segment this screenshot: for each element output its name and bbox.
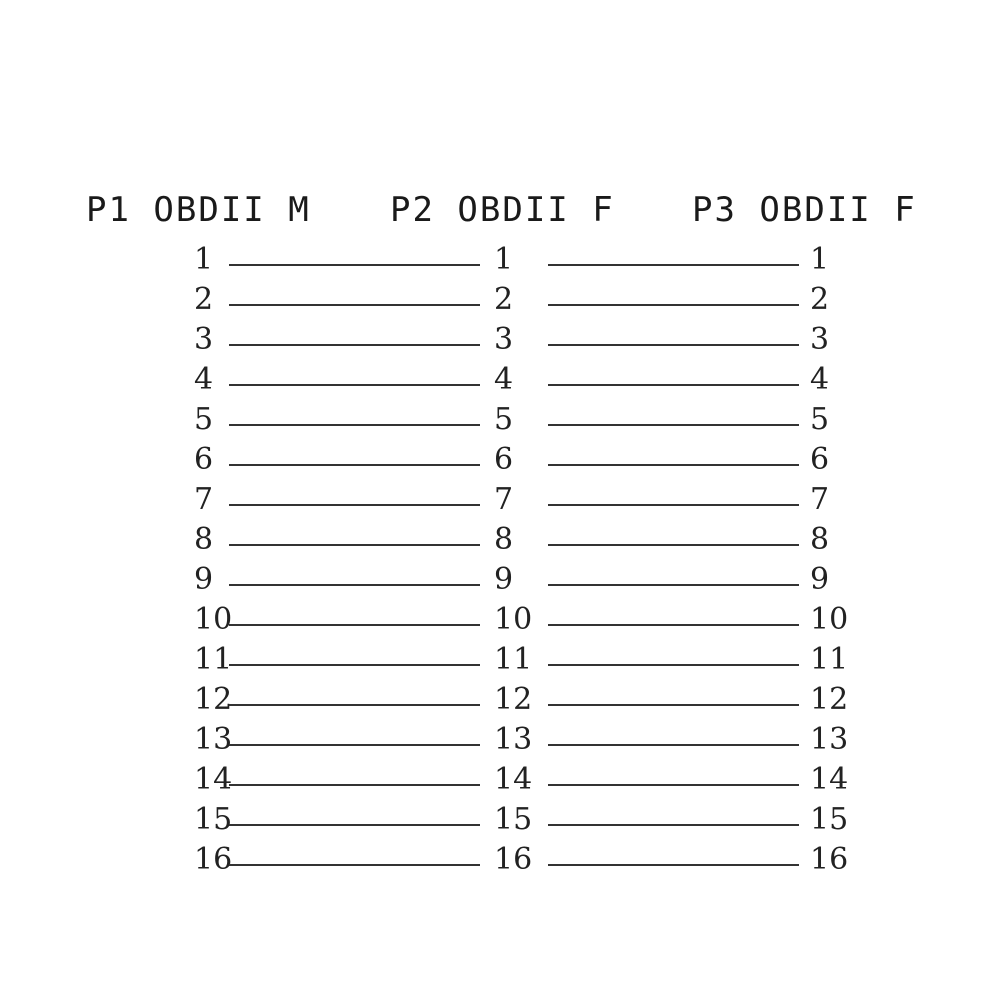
wire-p1-p2 [229, 304, 480, 306]
p3-pin-label: 14 [810, 762, 849, 797]
pin-row [0, 600, 1000, 640]
wire-p1-p2 [229, 424, 480, 426]
pin-row [0, 760, 1000, 800]
wire-p2-p3 [548, 824, 799, 826]
wire-p1-p2 [229, 584, 480, 586]
p2-pin-label: 10 [494, 602, 533, 637]
p3-pin-label: 6 [810, 442, 830, 477]
p2-pin-label: 12 [494, 682, 533, 717]
p1-pin-label: 1 [194, 242, 214, 277]
wire-p1-p2 [229, 784, 480, 786]
p3-pin-label: 15 [810, 802, 849, 837]
p1-pin-label: 6 [194, 442, 214, 477]
connector-p2-header: P2 OBDII F [390, 190, 615, 230]
p2-pin-label: 15 [494, 802, 533, 837]
connector-p1-header: P1 OBDII M [86, 190, 311, 230]
p2-pin-label: 13 [494, 722, 533, 757]
p3-pin-label: 7 [810, 482, 830, 517]
pin-row [0, 720, 1000, 760]
pin-row [0, 240, 1000, 280]
pin-row [0, 280, 1000, 320]
p1-pin-label: 15 [194, 802, 233, 837]
pin-row [0, 840, 1000, 880]
wire-p2-p3 [548, 344, 799, 346]
p1-pin-label: 4 [194, 362, 214, 397]
p2-pin-label: 5 [494, 402, 514, 437]
wire-p1-p2 [229, 624, 480, 626]
wire-p2-p3 [548, 424, 799, 426]
pin-row [0, 520, 1000, 560]
wire-p1-p2 [229, 384, 480, 386]
pin-row [0, 800, 1000, 840]
p1-pin-label: 11 [194, 642, 233, 677]
p1-pin-label: 10 [194, 602, 233, 637]
wire-p2-p3 [548, 624, 799, 626]
p1-pin-label: 2 [194, 282, 214, 317]
wire-p2-p3 [548, 264, 799, 266]
p2-pin-label: 9 [494, 562, 514, 597]
p1-pin-label: 9 [194, 562, 214, 597]
wire-p1-p2 [229, 664, 480, 666]
p1-pin-label: 8 [194, 522, 214, 557]
wire-p2-p3 [548, 304, 799, 306]
p2-pin-label: 3 [494, 322, 514, 357]
wire-p1-p2 [229, 344, 480, 346]
p2-pin-label: 14 [494, 762, 533, 797]
p1-pin-label: 7 [194, 482, 214, 517]
p1-pin-label: 16 [194, 842, 233, 877]
p3-pin-label: 12 [810, 682, 849, 717]
p1-pin-label: 14 [194, 762, 233, 797]
p3-pin-label: 1 [810, 242, 830, 277]
wire-p2-p3 [548, 784, 799, 786]
p1-pin-label: 13 [194, 722, 233, 757]
wire-p1-p2 [229, 864, 480, 866]
p3-pin-label: 8 [810, 522, 830, 557]
p1-pin-label: 12 [194, 682, 233, 717]
pin-row [0, 360, 1000, 400]
wire-p2-p3 [548, 464, 799, 466]
wire-p2-p3 [548, 744, 799, 746]
pin-row [0, 400, 1000, 440]
p3-pin-label: 3 [810, 322, 830, 357]
wire-p2-p3 [548, 704, 799, 706]
connector-p3-header: P3 OBDII F [692, 190, 917, 230]
wire-p2-p3 [548, 384, 799, 386]
wire-p1-p2 [229, 504, 480, 506]
p3-pin-label: 13 [810, 722, 849, 757]
p3-pin-label: 9 [810, 562, 830, 597]
p2-pin-label: 6 [494, 442, 514, 477]
p3-pin-label: 4 [810, 362, 830, 397]
wire-p2-p3 [548, 544, 799, 546]
wire-p1-p2 [229, 744, 480, 746]
p3-pin-label: 16 [810, 842, 849, 877]
pin-row [0, 480, 1000, 520]
wire-p2-p3 [548, 584, 799, 586]
p1-pin-label: 3 [194, 322, 214, 357]
p2-pin-label: 16 [494, 842, 533, 877]
p3-pin-label: 2 [810, 282, 830, 317]
p2-pin-label: 1 [494, 242, 514, 277]
wire-p1-p2 [229, 824, 480, 826]
p1-pin-label: 5 [194, 402, 214, 437]
p2-pin-label: 4 [494, 362, 514, 397]
p2-pin-label: 11 [494, 642, 533, 677]
pin-row [0, 640, 1000, 680]
wire-p2-p3 [548, 664, 799, 666]
pin-row [0, 680, 1000, 720]
wire-p2-p3 [548, 504, 799, 506]
p3-pin-label: 10 [810, 602, 849, 637]
p2-pin-label: 2 [494, 282, 514, 317]
p2-pin-label: 7 [494, 482, 514, 517]
wire-p1-p2 [229, 704, 480, 706]
p3-pin-label: 5 [810, 402, 830, 437]
pin-row [0, 440, 1000, 480]
p3-pin-label: 11 [810, 642, 849, 677]
wire-p1-p2 [229, 544, 480, 546]
wire-p1-p2 [229, 264, 480, 266]
pin-row [0, 560, 1000, 600]
wire-p1-p2 [229, 464, 480, 466]
p2-pin-label: 8 [494, 522, 514, 557]
pin-row [0, 320, 1000, 360]
wire-p2-p3 [548, 864, 799, 866]
